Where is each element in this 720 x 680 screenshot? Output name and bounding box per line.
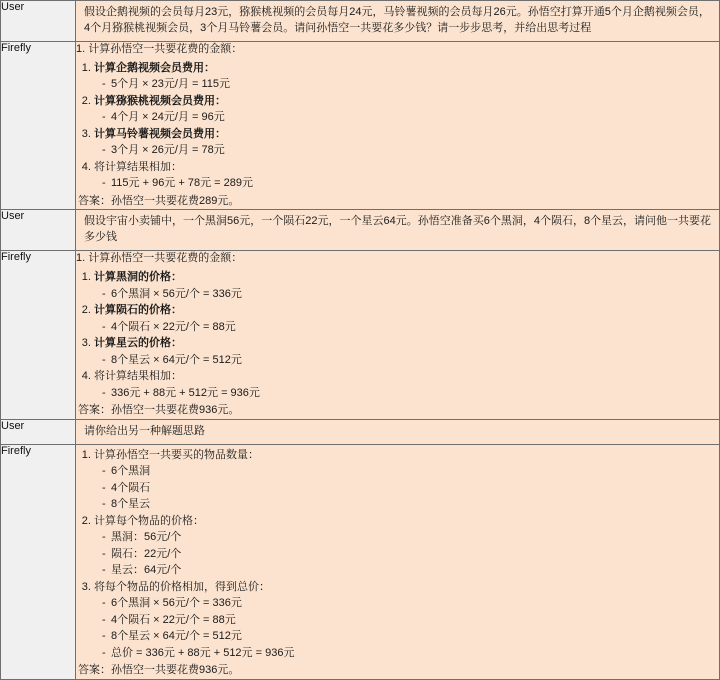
role-label-assistant: Firefly	[1, 41, 76, 209]
table-row	[1, 251, 720, 419]
step-label: 计算黑洞的价格：	[94, 271, 182, 284]
step-label: 将计算结果相加：	[94, 160, 182, 173]
list-item	[94, 60, 719, 93]
list-item: - 星云：64元/个	[102, 562, 719, 579]
list-item: - 6个黑洞 × 56元/个 = 336元	[102, 595, 719, 612]
list-item	[94, 513, 719, 579]
list-item	[94, 368, 719, 401]
message-user	[76, 419, 720, 444]
table-row	[1, 419, 720, 444]
step-label: 计算星云的价格：	[94, 337, 182, 350]
role-label-assistant: Firefly	[1, 444, 76, 679]
role-label-assistant: Firefly	[1, 251, 76, 419]
step-label: 计算猕猴桃视频会员费用：	[94, 94, 226, 107]
message-user	[76, 1, 720, 42]
list-item	[94, 93, 719, 126]
list-item: - 115元 + 96元 + 78元 = 289元	[102, 175, 719, 192]
list-item: - 总价 = 336元 + 88元 + 512元 = 936元	[102, 645, 719, 662]
role-label-user: User	[1, 1, 76, 42]
step-detail-list	[94, 286, 719, 303]
step-detail-list	[94, 175, 719, 192]
list-item: - 4个陨石 × 22元/个 = 88元	[102, 612, 719, 629]
step-list	[76, 269, 719, 401]
step-detail-list	[94, 319, 719, 336]
message-user	[76, 210, 720, 251]
step-detail-list	[94, 463, 719, 513]
message-assistant	[76, 251, 720, 419]
step-detail-list	[94, 109, 719, 126]
list-item: - 6个黑洞 × 56元/个 = 336元	[102, 286, 719, 303]
step-detail-list	[94, 529, 719, 579]
list-item: - 陨石：22元/个	[102, 546, 719, 563]
list-item	[94, 335, 719, 368]
table-row	[1, 210, 720, 251]
list-item	[94, 269, 719, 302]
step-detail-list	[94, 142, 719, 159]
answer-intro: 1. 计算孙悟空一共要花费的金额：	[76, 252, 243, 265]
step-list	[76, 447, 719, 662]
step-label: 将每个物品的价格相加，得到总价：	[94, 580, 270, 593]
message-assistant	[76, 444, 720, 679]
role-label-user: User	[1, 419, 76, 444]
final-answer: 答案：孙悟空一共要花费936元。	[78, 404, 240, 417]
list-item: - 6个黑洞	[102, 463, 719, 480]
list-item: - 8个星云 × 64元/个 = 512元	[102, 628, 719, 645]
list-item	[94, 159, 719, 192]
list-item: - 4个月 × 24元/月 = 96元	[102, 109, 719, 126]
list-item	[94, 447, 719, 513]
step-label: 计算孙悟空一共要买的物品数量：	[94, 448, 259, 461]
list-item: - 336元 + 88元 + 512元 = 936元	[102, 385, 719, 402]
step-label: 计算陨石的价格：	[94, 304, 182, 317]
step-list	[76, 60, 719, 192]
message-text: 假设宇宙小卖铺中，一个黑洞56元，一个陨石22元，一个星云64元。孙悟空准备买6个黑洞，4个陨石，8个星云，请问他一共要花多少钱	[84, 215, 712, 244]
list-item: - 黑洞：56元/个	[102, 529, 719, 546]
answer-intro: 1. 计算孙悟空一共要花费的金额：	[76, 42, 243, 55]
step-label: 计算马铃薯视频会员费用：	[94, 127, 226, 140]
step-detail-list	[94, 385, 719, 402]
list-item: - 8个星云	[102, 496, 719, 513]
list-item: - 3个月 × 26元/月 = 78元	[102, 142, 719, 159]
step-label: 将计算结果相加：	[94, 370, 182, 383]
table-row	[1, 444, 720, 679]
table-row	[1, 1, 720, 42]
list-item: - 8个星云 × 64元/个 = 512元	[102, 352, 719, 369]
step-detail-list	[94, 595, 719, 661]
list-item: - 4个陨石	[102, 480, 719, 497]
final-answer: 答案：孙悟空一共要花费289元。	[78, 194, 240, 207]
list-item: - 5个月 × 23元/月 = 115元	[102, 76, 719, 93]
message-assistant	[76, 41, 720, 209]
step-detail-list	[94, 352, 719, 369]
role-label-user: User	[1, 210, 76, 251]
list-item: - 4个陨石 × 22元/个 = 88元	[102, 319, 719, 336]
final-answer: 答案：孙悟空一共要花费936元。	[78, 664, 240, 677]
message-text: 假设企鹅视频的会员每月23元，猕猴桃视频的会员每月24元，马铃薯视频的会员每月26元。孙悟空打算开通5个月企鹅视频会员，4个月猕猴桃视频会员，3个月马铃薯会员。请问孙悟空一共要花多少钱？请一步步思考，并给出思考过程	[84, 6, 710, 34]
step-label: 计算每个物品的价格：	[94, 514, 204, 527]
list-item	[94, 579, 719, 662]
list-item	[94, 302, 719, 335]
list-item	[94, 126, 719, 159]
table-row	[1, 41, 720, 209]
message-text: 请你给出另一种解题思路	[84, 424, 205, 437]
step-detail-list	[94, 76, 719, 93]
step-label: 计算企鹅视频会员费用：	[94, 61, 215, 74]
